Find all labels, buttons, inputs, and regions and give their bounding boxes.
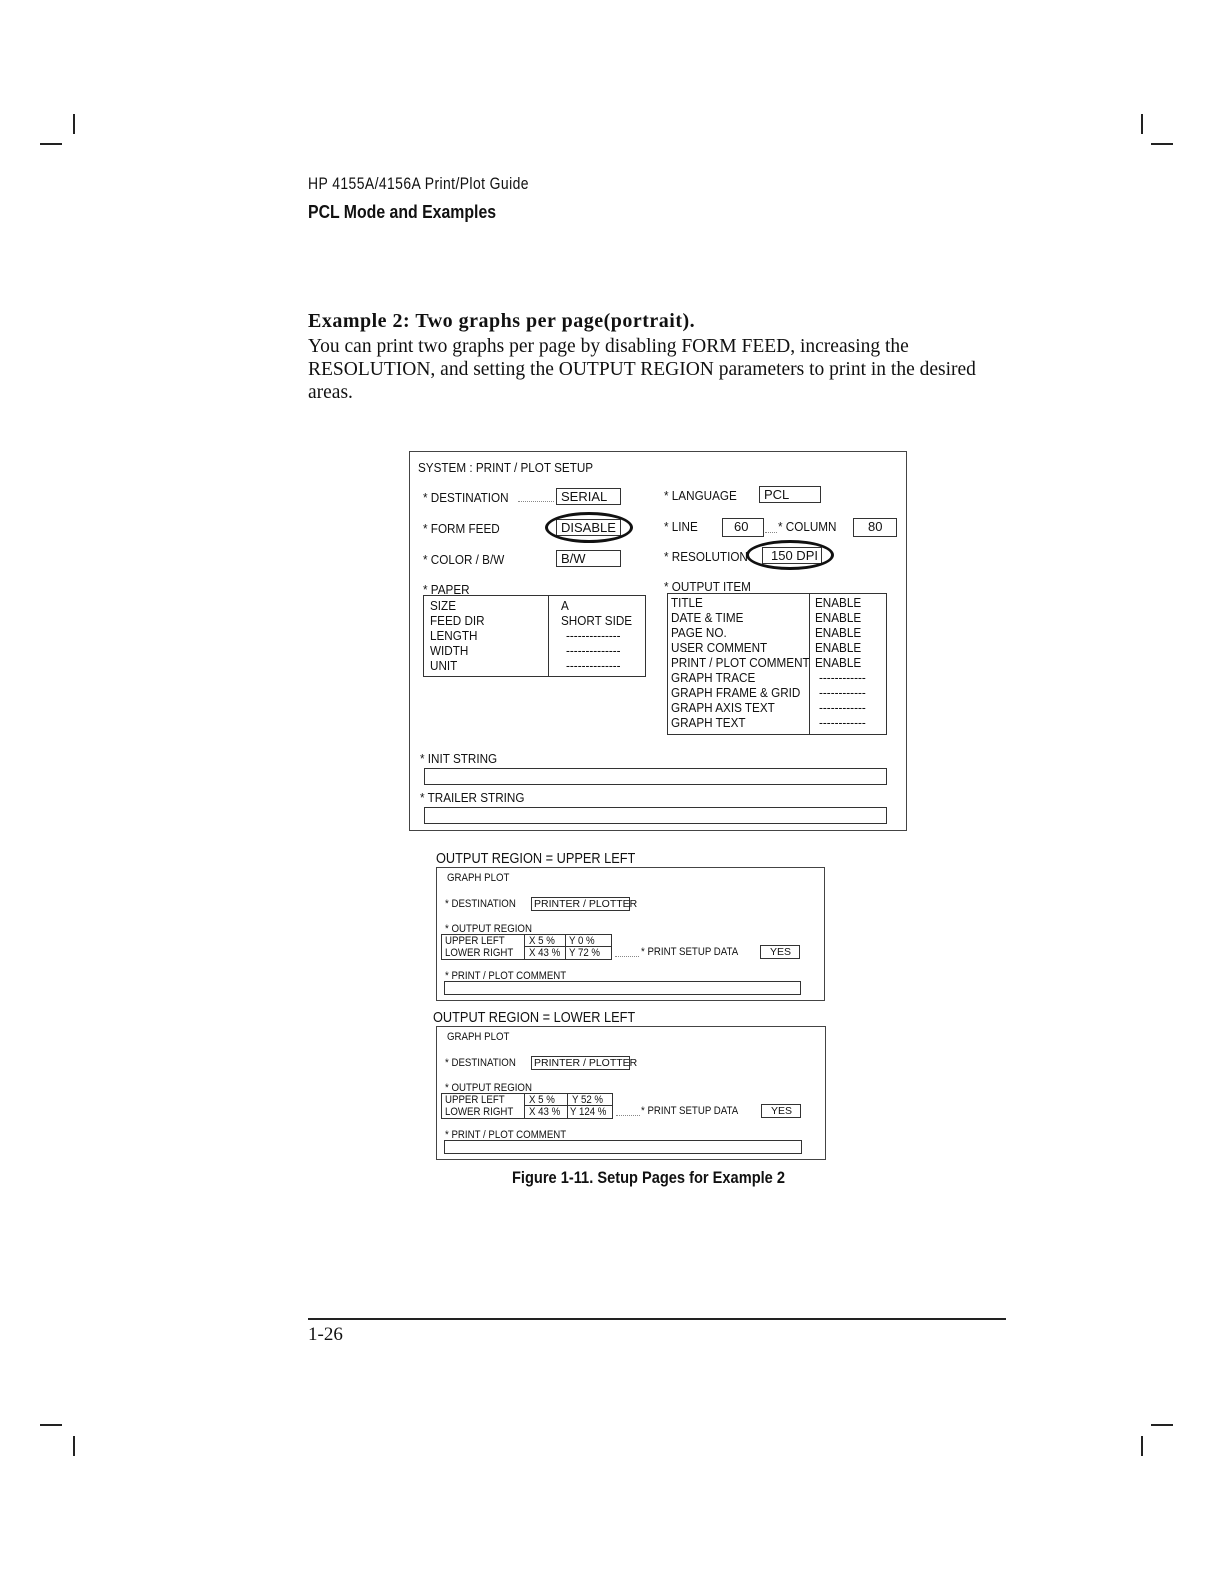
divider: [524, 1094, 525, 1118]
paper-label: * PAPER: [423, 582, 470, 597]
output-item-value[interactable]: ------------: [819, 670, 866, 685]
paper-table: [423, 595, 646, 677]
destination-field[interactable]: PRINTER / PLOTTER: [531, 1056, 630, 1070]
running-head: HP 4155A/4156A Print/Plot Guide: [308, 174, 529, 193]
trailer-string-field[interactable]: [424, 807, 887, 824]
resolution-label: * RESOLUTION: [664, 549, 748, 564]
lower-right-y[interactable]: Y 72 %: [569, 947, 601, 959]
output-item-name: PRINT / PLOT COMMENT: [671, 655, 810, 670]
output-item-name: GRAPH TRACE: [671, 670, 756, 685]
crop-mark: [1141, 1436, 1143, 1456]
destination-label: * DESTINATION: [445, 898, 516, 910]
output-item-name: USER COMMENT: [671, 640, 768, 655]
output-item-label: * OUTPUT ITEM: [664, 579, 751, 594]
region-title: OUTPUT REGION = LOWER LEFT: [433, 1010, 636, 1026]
lower-right-label: LOWER RIGHT: [445, 1106, 514, 1118]
example-title: Example 2: Two graphs per page(portrait).: [308, 310, 696, 332]
output-region-label: * OUTPUT REGION: [445, 1082, 532, 1094]
print-setup-field[interactable]: YES: [761, 1104, 801, 1118]
output-item-value[interactable]: ENABLE: [815, 610, 862, 625]
crop-mark: [73, 1436, 75, 1456]
lower-right-x[interactable]: X 43 %: [529, 947, 561, 959]
output-item-value[interactable]: ENABLE: [815, 655, 862, 670]
destination-field[interactable]: PRINTER / PLOTTER: [531, 897, 630, 911]
output-item-value[interactable]: ------------: [819, 700, 866, 715]
form-feed-field[interactable]: DISABLE: [556, 519, 621, 536]
upper-left-label: UPPER LEFT: [445, 1094, 505, 1106]
destination-label: * DESTINATION: [423, 490, 509, 505]
output-item-value[interactable]: ------------: [819, 715, 866, 730]
setup-screen: [409, 451, 907, 831]
output-item-name: GRAPH AXIS TEXT: [671, 700, 775, 715]
output-region-label: * OUTPUT REGION: [445, 923, 532, 935]
paper-row-name: FEED DIR: [430, 613, 485, 628]
page-number: 1-26: [308, 1324, 343, 1345]
leader-dots: [765, 532, 777, 533]
highlight-circle: [545, 512, 633, 543]
crop-mark: [40, 1424, 62, 1426]
crop-mark: [1141, 114, 1143, 134]
output-item-value[interactable]: ------------: [819, 685, 866, 700]
output-region-table: [441, 1093, 613, 1119]
comment-label: * PRINT / PLOT COMMENT: [445, 970, 567, 982]
graph-plot-label: GRAPH PLOT: [447, 1031, 510, 1043]
section-heading: PCL Mode and Examples: [308, 202, 497, 222]
comment-field[interactable]: [444, 981, 801, 995]
graph-plot-panel-lower: [436, 1026, 826, 1160]
output-item-value[interactable]: ENABLE: [815, 625, 862, 640]
divider: [565, 935, 566, 959]
comment-label: * PRINT / PLOT COMMENT: [445, 1129, 567, 1141]
paper-row-name: LENGTH: [430, 628, 478, 643]
init-string-field[interactable]: [424, 768, 887, 785]
column-field[interactable]: 80: [853, 518, 897, 537]
crop-mark: [1151, 143, 1173, 145]
output-item-name: TITLE: [671, 595, 703, 610]
output-item-name: DATE & TIME: [671, 610, 744, 625]
color-label: * COLOR / B/W: [423, 552, 505, 567]
output-item-value[interactable]: ENABLE: [815, 640, 862, 655]
leader-dots: [518, 501, 554, 502]
output-item-table: [667, 593, 887, 735]
line-field[interactable]: 60: [722, 518, 764, 537]
region-title: OUTPUT REGION = UPPER LEFT: [436, 851, 636, 867]
leader-dots: [615, 956, 639, 957]
output-item-name: PAGE NO.: [671, 625, 727, 640]
language-label: * LANGUAGE: [664, 488, 737, 503]
paper-row-name: UNIT: [430, 658, 458, 673]
lower-right-label: LOWER RIGHT: [445, 947, 514, 959]
output-item-value[interactable]: ENABLE: [815, 595, 862, 610]
figure-caption: Figure 1-11. Setup Pages for Example 2: [512, 1168, 786, 1187]
print-setup-label: * PRINT SETUP DATA: [641, 1105, 739, 1117]
destination-field[interactable]: SERIAL: [556, 488, 621, 505]
line-label: * LINE: [664, 519, 698, 534]
init-string-label: * INIT STRING: [420, 751, 498, 766]
paper-row-value[interactable]: A: [561, 598, 569, 613]
paper-row-value[interactable]: --------------: [566, 628, 621, 643]
lower-right-y[interactable]: Y 124 %: [570, 1106, 607, 1118]
color-field[interactable]: B/W: [556, 550, 621, 567]
language-field[interactable]: PCL: [759, 486, 821, 503]
upper-left-x[interactable]: X 5 %: [529, 935, 555, 947]
column-label: * COLUMN: [778, 519, 837, 534]
paper-row-name: WIDTH: [430, 643, 469, 658]
upper-left-x[interactable]: X 5 %: [529, 1094, 555, 1106]
crop-mark: [73, 114, 75, 134]
divider: [548, 596, 549, 676]
footer-rule: [308, 1318, 1006, 1320]
resolution-field[interactable]: 150 DPI: [762, 547, 822, 564]
paper-row-name: SIZE: [430, 598, 457, 613]
paper-row-value[interactable]: --------------: [566, 643, 621, 658]
output-item-name: GRAPH TEXT: [671, 715, 746, 730]
form-feed-label: * FORM FEED: [423, 521, 500, 536]
output-region-table: [441, 934, 612, 960]
leader-dots: [616, 1115, 640, 1116]
comment-field[interactable]: [444, 1140, 802, 1154]
trailer-string-label: * TRAILER STRING: [420, 790, 525, 805]
divider: [567, 1094, 568, 1118]
crop-mark: [1151, 1424, 1173, 1426]
highlight-circle: [746, 540, 834, 570]
print-setup-field[interactable]: YES: [760, 945, 800, 959]
setup-title: SYSTEM : PRINT / PLOT SETUP: [418, 460, 594, 475]
upper-left-label: UPPER LEFT: [445, 935, 505, 947]
upper-left-y[interactable]: Y 52 %: [572, 1094, 604, 1106]
divider: [524, 935, 525, 959]
crop-mark: [40, 143, 62, 145]
output-item-name: GRAPH FRAME & GRID: [671, 685, 801, 700]
paper-row-value[interactable]: --------------: [566, 658, 621, 673]
example-body: You can print two graphs per page by disabling FORM FEED, increasing the RESOLUTION, and setting the OUTPUT REGION parameters to print in the desired areas.: [308, 336, 976, 403]
destination-label: * DESTINATION: [445, 1057, 516, 1069]
paper-row-value[interactable]: SHORT SIDE: [561, 613, 633, 628]
upper-left-y[interactable]: Y 0 %: [569, 935, 595, 947]
graph-plot-panel-upper: [436, 867, 825, 1001]
graph-plot-label: GRAPH PLOT: [447, 872, 510, 884]
print-setup-label: * PRINT SETUP DATA: [641, 946, 739, 958]
lower-right-x[interactable]: X 43 %: [529, 1106, 561, 1118]
